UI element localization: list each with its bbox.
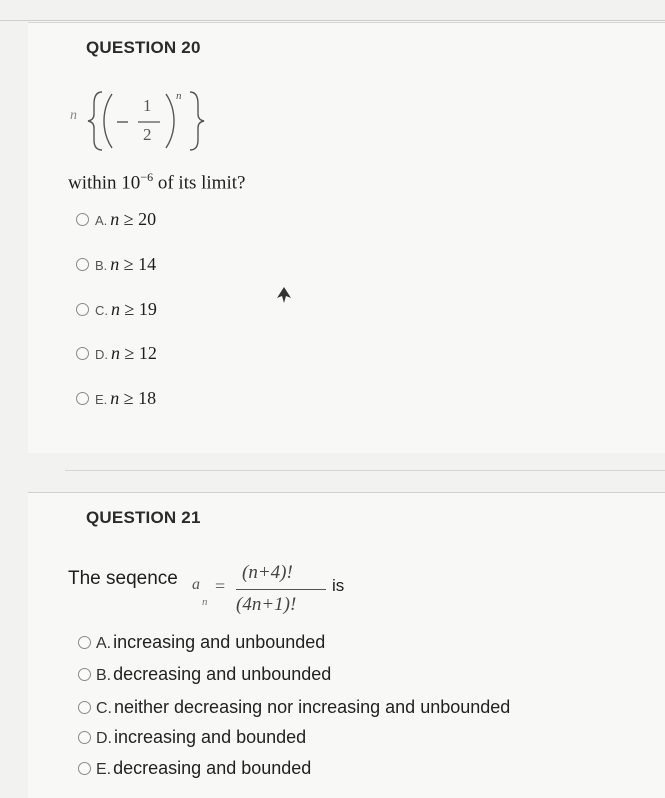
option-key: E. <box>96 761 112 778</box>
q21-option-e[interactable] <box>78 758 311 779</box>
option-text: neither decreasing nor increasing and unbounded <box>114 697 511 717</box>
question-21-prompt <box>68 556 388 626</box>
option-rel: ≥ 19 <box>120 299 157 319</box>
question-separator <box>65 470 665 471</box>
radio-button[interactable] <box>76 303 89 316</box>
option-text: increasing and unbounded <box>113 632 326 652</box>
fraction-bar <box>236 589 326 590</box>
option-key: E. <box>95 392 108 407</box>
option-key: C. <box>95 303 108 318</box>
fraction-numerator: (n+4)! <box>242 562 293 583</box>
radio-button[interactable] <box>76 392 89 405</box>
prompt-text-start: within 10 <box>68 172 141 194</box>
option-key: D. <box>96 730 112 747</box>
equals-sign: = <box>215 576 226 596</box>
top-divider <box>0 20 665 21</box>
q20-option-d[interactable] <box>76 343 157 364</box>
prompt-text-end: is <box>332 576 345 595</box>
question-21-title: QUESTION 21 <box>86 508 201 527</box>
option-text: decreasing and bounded <box>113 758 312 778</box>
q21-option-a[interactable] <box>78 632 325 653</box>
q21-option-b[interactable] <box>78 664 331 685</box>
q20-option-c[interactable] <box>76 299 157 320</box>
formula-numerator: 1 <box>143 96 152 115</box>
formula-exponent: n <box>176 90 182 102</box>
radio-button[interactable] <box>76 213 89 226</box>
q21-option-d[interactable] <box>78 727 306 748</box>
prompt-text-end: of its limit? <box>153 172 246 194</box>
question-20-title: QUESTION 20 <box>86 38 201 57</box>
formula-prefix-var: n <box>70 108 77 123</box>
q21-option-c[interactable] <box>78 697 510 718</box>
option-key: A. <box>96 635 112 652</box>
option-key: A. <box>95 213 108 228</box>
radio-button[interactable] <box>76 258 89 271</box>
question-20-formula <box>70 86 270 156</box>
formula-denominator: 2 <box>143 125 152 144</box>
radio-button[interactable] <box>78 636 91 649</box>
radio-button[interactable] <box>76 347 89 360</box>
option-text: increasing and bounded <box>114 727 307 747</box>
radio-button[interactable] <box>78 731 91 744</box>
option-var: n <box>110 209 120 229</box>
option-rel: ≥ 18 <box>119 388 157 408</box>
fraction-denominator: (4n+1)! <box>236 594 297 615</box>
mouse-cursor-icon <box>276 286 292 304</box>
sequence-var: a <box>192 576 200 593</box>
option-rel: ≥ 20 <box>119 209 157 229</box>
option-key: C. <box>96 700 112 717</box>
option-text: decreasing and unbounded <box>113 664 332 684</box>
prompt-exponent: −6 <box>140 170 154 184</box>
prompt-text-start: The seqence <box>68 568 178 589</box>
option-key: B. <box>96 667 112 684</box>
option-var: n <box>110 388 120 408</box>
radio-button[interactable] <box>78 701 91 714</box>
option-var: n <box>110 254 120 274</box>
radio-button[interactable] <box>78 762 91 775</box>
option-rel: ≥ 12 <box>120 343 157 363</box>
option-var: n <box>111 299 120 319</box>
question-20-prompt <box>68 170 245 194</box>
option-var: n <box>111 343 120 363</box>
radio-button[interactable] <box>78 668 91 681</box>
sequence-subscript: n <box>202 596 208 608</box>
option-key: B. <box>95 258 108 273</box>
q20-option-e[interactable] <box>76 388 156 409</box>
q20-option-b[interactable] <box>76 254 156 275</box>
option-key: D. <box>95 347 108 362</box>
q20-option-a[interactable] <box>76 209 156 230</box>
option-rel: ≥ 14 <box>119 254 157 274</box>
